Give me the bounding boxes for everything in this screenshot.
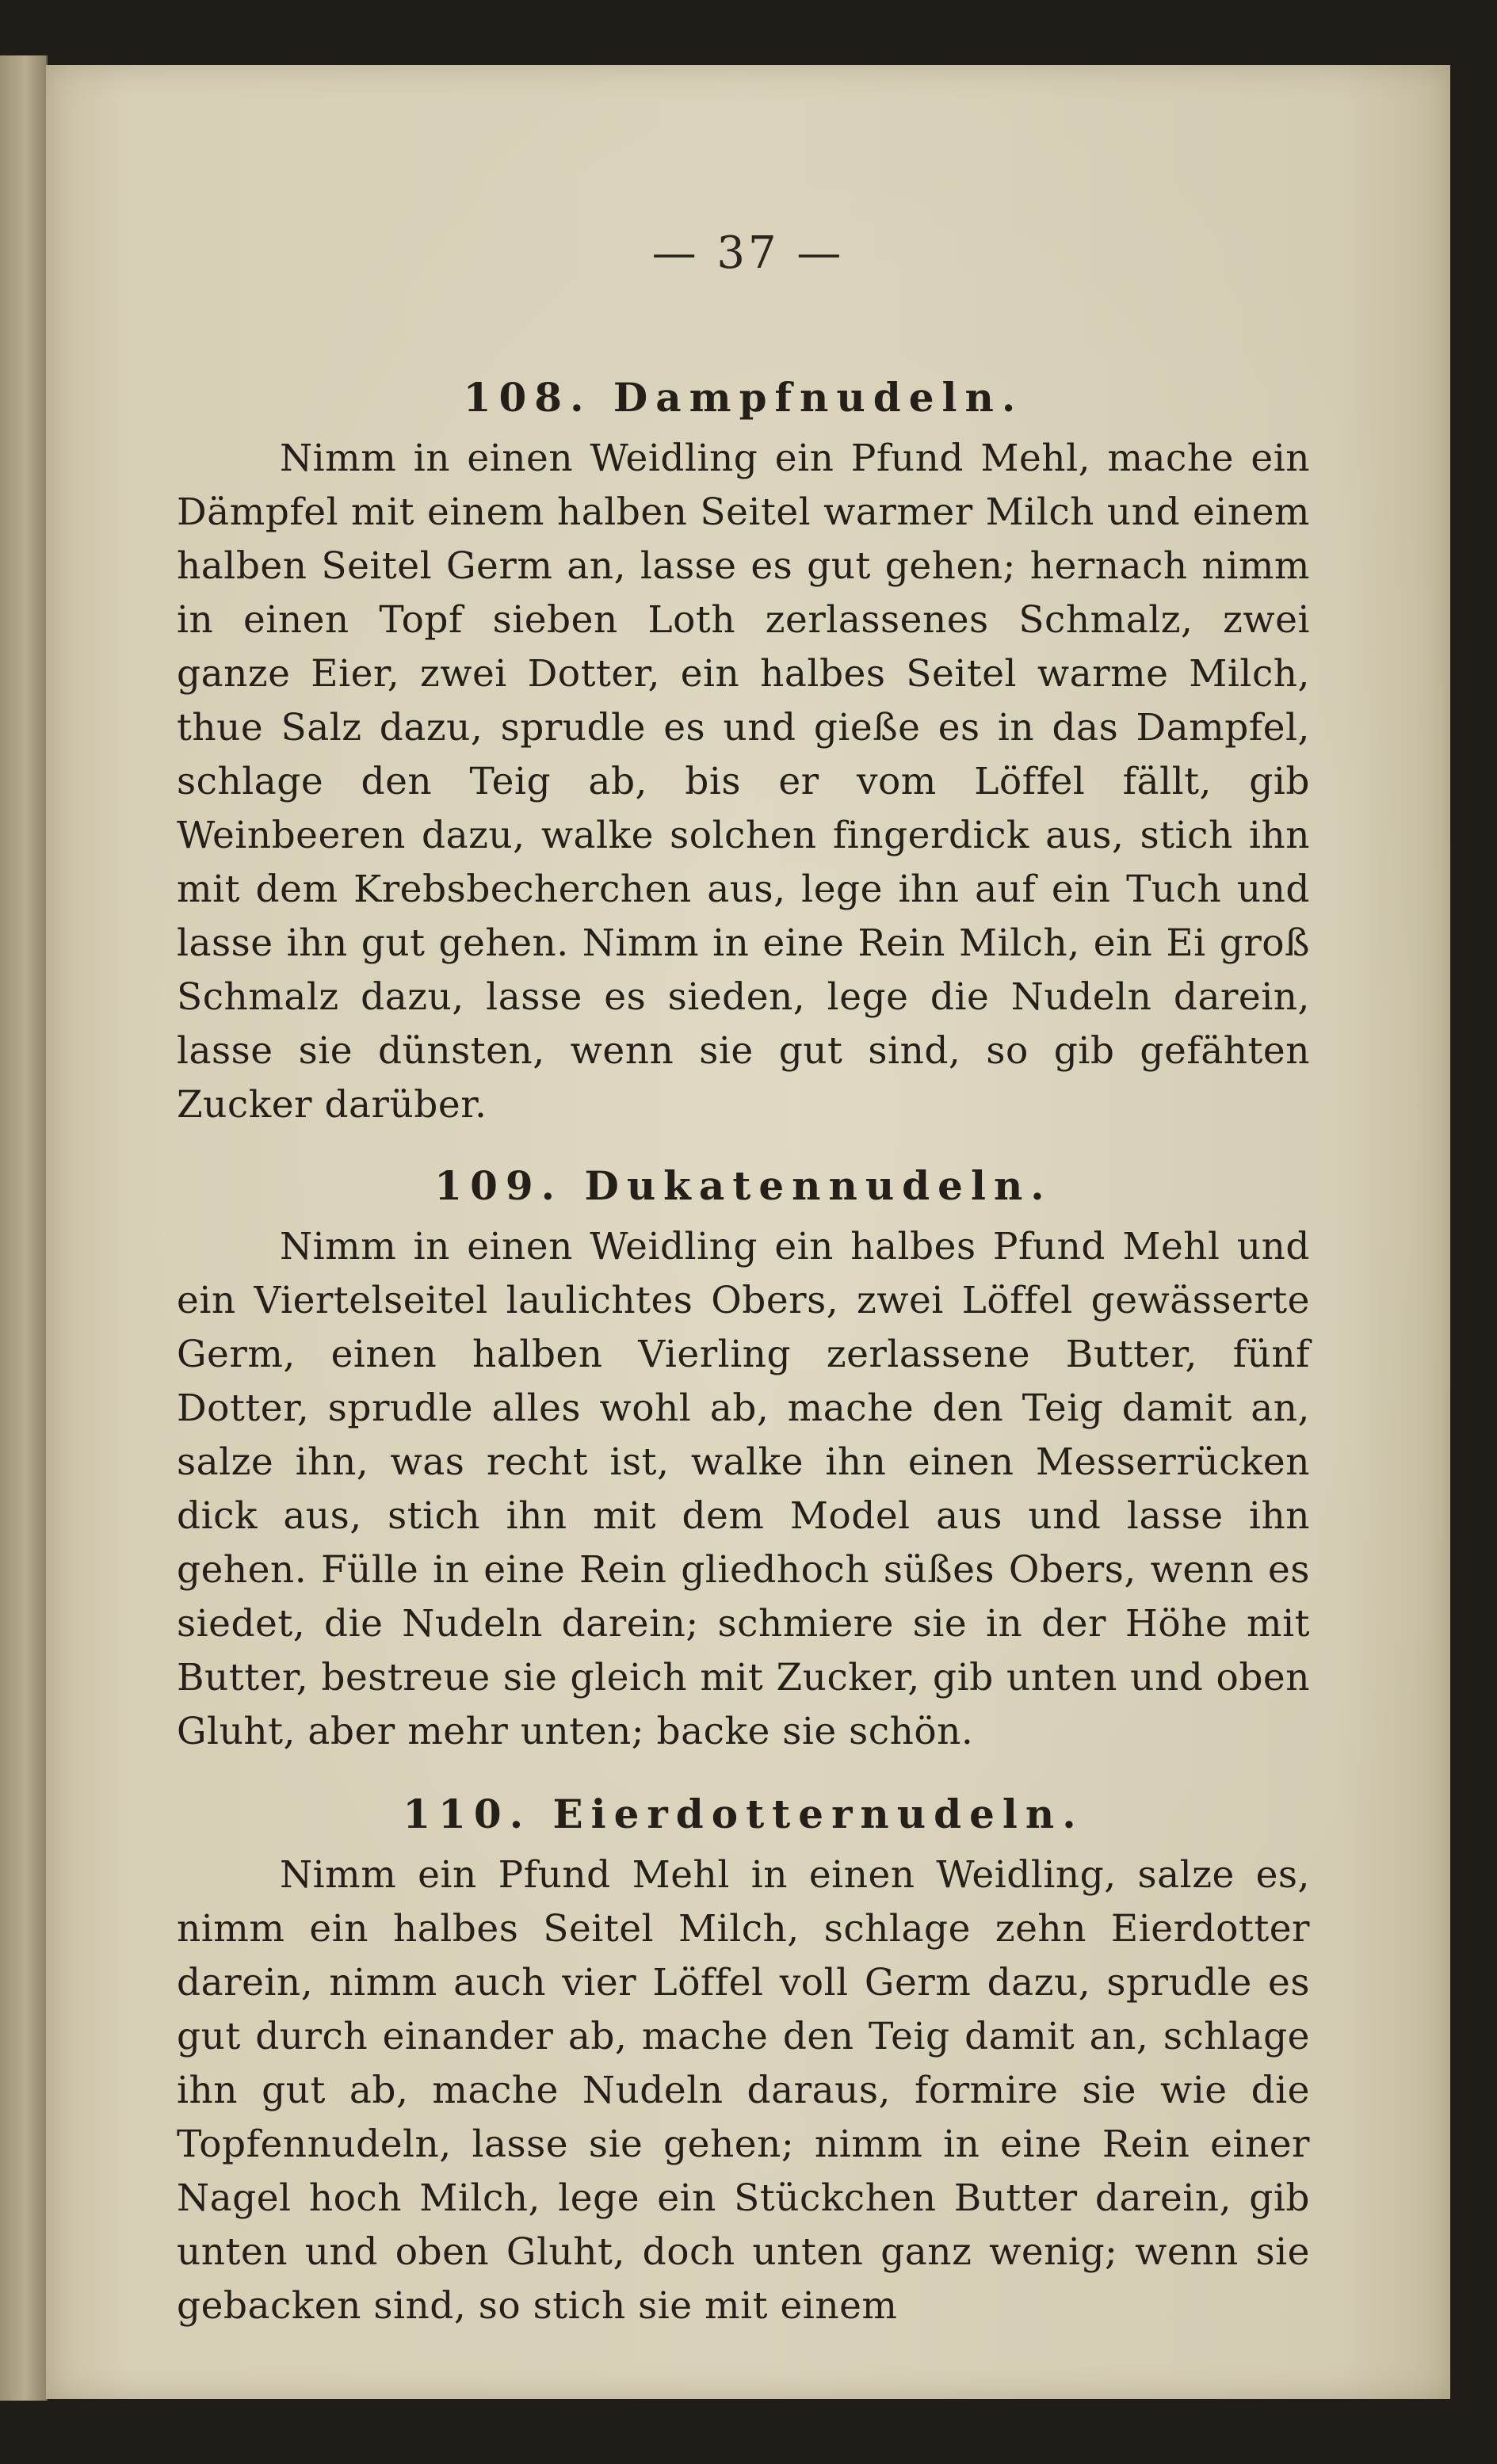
book-page	[46, 65, 1450, 2399]
recipe-title: 108. Dampfnudeln.	[463, 374, 1024, 421]
recipe-text: Nimm in einen Weidling ein halbes Pfund Mehl und ein Viertelseitel laulichtes Obers, zwei Löffel gewässerte Germ, einen halben Vierling zerlassene Butter, fünf Dotter, sprudle alles wohl ab, mache den Teig damit an, salze ihn, was recht ist, walke ihn einen Messerrücken dick aus, stich ihn mit dem Model aus und lasse ihn gehen. Fülle in eine Rein gliedhoch süßes Obers, wenn es siedet, die Nudeln darein; schmiere sie in der Höhe mit Butter, bestreue sie gleich mit Zucker, gib unten und oben Gluht, aber mehr unten; backe sie schön.	[177, 1225, 1310, 1753]
page-number: — 37 —	[651, 227, 845, 279]
recipe-section	[177, 1791, 1310, 2333]
adjacent-page-edge	[0, 55, 48, 2401]
recipe-title: 110. Eierdotternudeln.	[403, 1791, 1084, 1837]
recipe-section	[177, 1162, 1310, 1759]
recipe-text: Nimm ein Pfund Mehl in einen Weidling, salze es, nimm ein halbes Seitel Milch, schlage zehn Eierdotter darein, nimm auch vier Löffel voll Germ dazu, sprudle es gut durch einander ab, mache den Teig damit an, schlage ihn gut ab, mache Nudeln daraus, formire sie wie die Topfennudeln, lasse sie gehen; nimm in eine Rein einer Nagel hoch Milch, lege ein Stückchen Butter darein, gib unten und oben Gluht, doch unten ganz wenig; wenn sie gebacken sind, so stich sie mit einem	[177, 1853, 1310, 2328]
recipe-title: 109. Dukatennudeln.	[434, 1162, 1052, 1209]
recipe-text: Nimm in einen Weidling ein Pfund Mehl, mache ein Dämpfel mit einem halben Seitel warmer Milch und einem halben Seitel Germ an, lasse es gut gehen; hernach nimm in einen Topf sieben Loth zerlassenes Schmalz, zwei ganze Eier, zwei Dotter, ein halbes Seitel warme Milch, thue Salz dazu, sprudle es und gieße es in das Dampfel, schlage den Teig ab, bis er vom Löffel fällt, gib Weinbeeren dazu, walke solchen fingerdick aus, stich ihn mit dem Krebsbecherchen aus, lege ihn auf ein Tuch und lasse ihn gut gehen. Nimm in eine Rein Milch, ein Ei groß Schmalz dazu, lasse es sieden, lege die Nudeln darein, lasse sie dünsten, wenn sie gut sind, so gib gefähten Zucker darüber.	[177, 437, 1310, 1127]
recipe-section	[177, 374, 1310, 1132]
